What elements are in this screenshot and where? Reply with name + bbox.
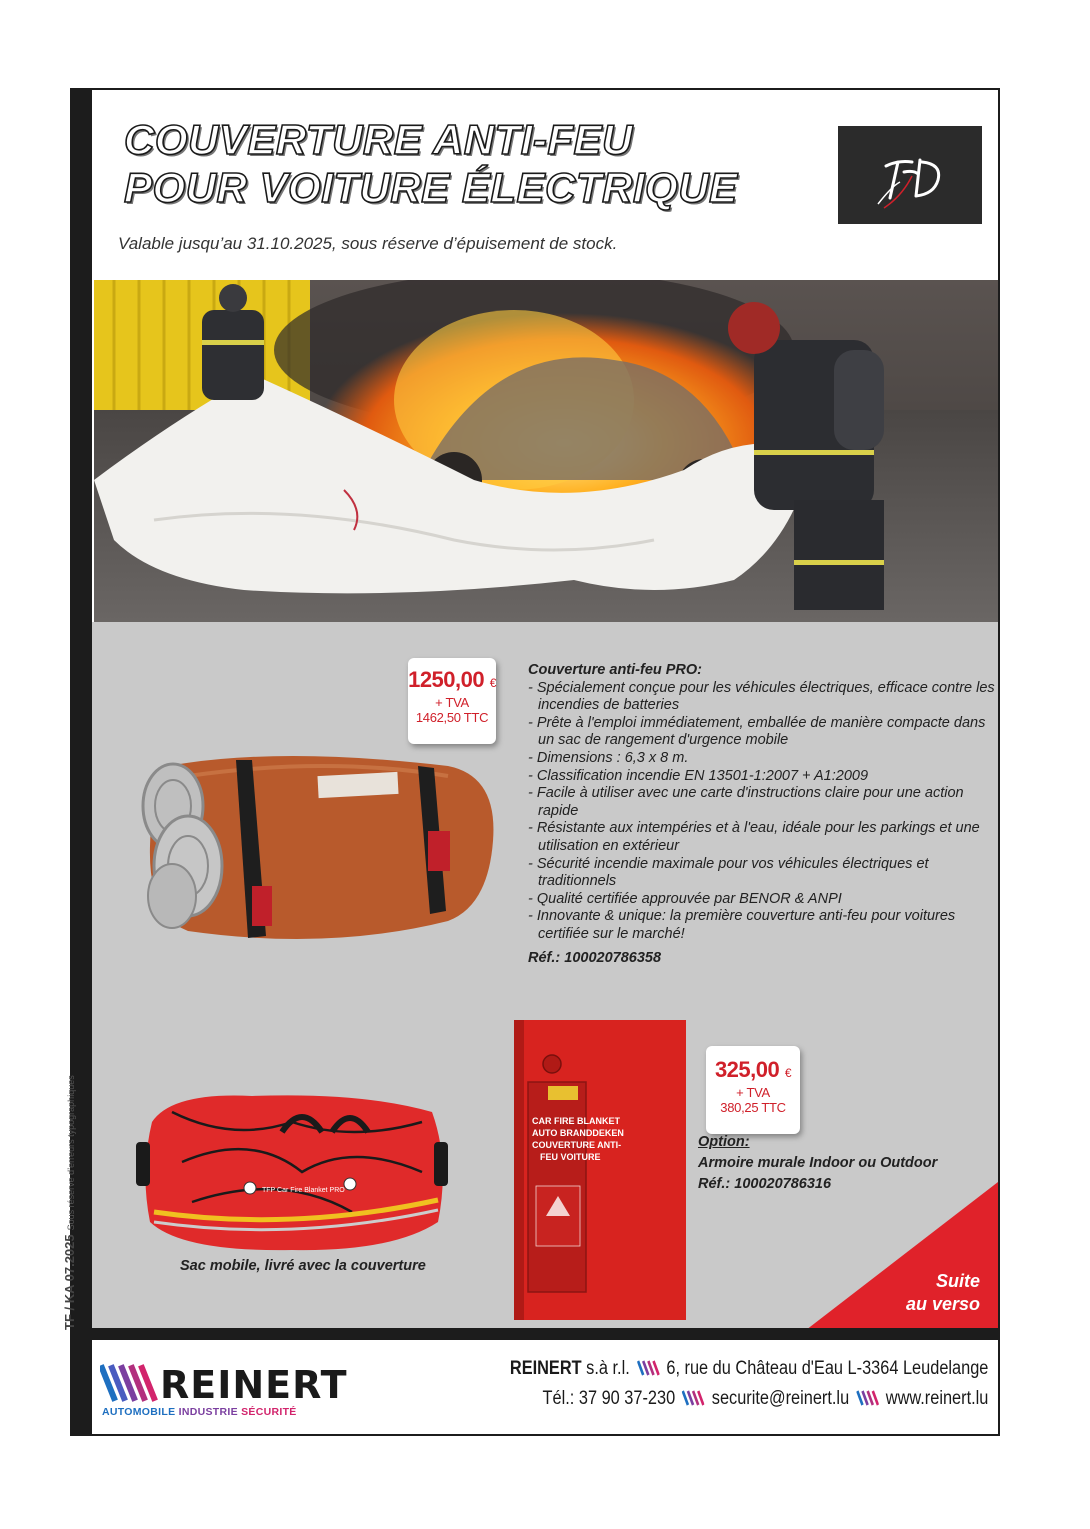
- price-badge-option: [706, 1046, 800, 1134]
- cabinet-label-2: AUTO BRANDDEKEN: [532, 1128, 624, 1138]
- company-name: REINERT: [509, 1358, 582, 1379]
- cabinet-label-3: COUVERTURE ANTI-: [532, 1140, 622, 1150]
- wall-cabinet-image: [510, 1016, 690, 1328]
- cabinet-label-1: CAR FIRE BLANKET: [532, 1116, 620, 1126]
- price-option-tva: + TVA: [736, 1085, 770, 1100]
- reinert-logo: [100, 1364, 350, 1402]
- slash-separator-icon: [856, 1390, 878, 1406]
- tag-automobile: AUTOMOBILE: [102, 1406, 176, 1418]
- feature-item: - Facile à utiliser avec une carte d'instructions claire pour une action rapide: [528, 785, 964, 819]
- bag-caption: Sac mobile, livré avec la couverture: [180, 1258, 426, 1274]
- header: [92, 90, 998, 280]
- svg-text:TFP Car Fire Blanket PRO: TFP Car Fire Blanket PRO: [262, 1187, 345, 1194]
- rolled-blanket-image: [128, 746, 498, 946]
- tfd-logo: [838, 126, 982, 224]
- title-line-1: COUVERTURE ANTI-FEU: [124, 116, 633, 163]
- side-note-disclaimer: Sous réserve d’erreurs typographiques: [66, 1075, 76, 1231]
- contact-address-line: [510, 1354, 988, 1384]
- page-title: [124, 116, 738, 212]
- price-main-value: 1250,00: [408, 667, 485, 692]
- reinert-logo-text: REINERT: [160, 1364, 348, 1402]
- price-main: [408, 668, 496, 695]
- suite-au-verso-corner: [806, 1182, 998, 1328]
- footer-divider: [92, 1328, 998, 1340]
- slash-separator-icon: [636, 1360, 658, 1376]
- street-address: 6, rue du Château d'Eau: [665, 1358, 843, 1379]
- option-label: Option:: [698, 1134, 750, 1150]
- contact-block: [510, 1354, 988, 1414]
- feature-item: - Classification incendie EN 13501-1:2007 + A1:2009: [528, 767, 869, 784]
- product-heading: Couverture anti-feu PRO:: [528, 662, 703, 678]
- website-link[interactable]: www.reinert.lu: [885, 1388, 988, 1409]
- side-note-code: TF / KA 07.2025: [62, 1234, 77, 1330]
- validity-note: Valable jusqu’au 31.10.2025, sous réserve d’épuisement de stock.: [118, 234, 618, 253]
- feature-item: - Sécurité incendie maximale pour vos véhicules électriques et traditionnels: [528, 855, 929, 890]
- brand-tagline: [102, 1406, 297, 1418]
- footer: [92, 1340, 998, 1434]
- price-option-currency: €: [784, 1066, 792, 1080]
- price-badge-main: [408, 658, 496, 744]
- city-address: L-3364 Leudelange: [847, 1358, 988, 1379]
- product-description: [528, 662, 998, 967]
- hero-illustration: [94, 280, 998, 622]
- feature-item: - Qualité certifiée approuvée par BENOR & ANPI: [528, 890, 842, 907]
- contact-details-line: [510, 1384, 988, 1414]
- option-ref: Réf.: 100020786316: [698, 1176, 832, 1192]
- mobile-bag-image: [132, 1082, 452, 1262]
- feature-item: - Spécialement conçue pour les véhicules électriques, efficace contre les incendies de batteries: [528, 679, 995, 714]
- phone-number: Tél.: 37 90 37-230: [542, 1388, 675, 1409]
- slash-separator-icon: [682, 1390, 704, 1406]
- tag-industrie: INDUSTRIE: [178, 1406, 238, 1418]
- product-ref: Réf.: 100020786358: [528, 949, 662, 966]
- option-name: Armoire murale Indoor ou Outdoor: [698, 1155, 938, 1171]
- suite-line-1: Suite: [935, 1271, 980, 1291]
- tag-securite: SÉCURITÉ: [241, 1406, 297, 1418]
- price-option-ttc: 380,25 TTC: [720, 1100, 786, 1115]
- side-note: [62, 1075, 77, 1330]
- hero-photo-fire-blanket: [94, 280, 998, 622]
- title-line-2: POUR VOITURE ÉLECTRIQUE: [124, 164, 738, 211]
- flyer-frame: [90, 88, 1000, 1436]
- feature-item: - Innovante & unique: la première couverture anti-feu pour voitures certifiée sur le marché!: [528, 908, 956, 942]
- price-option-value: 325,00: [714, 1057, 780, 1082]
- price-main-tva: + TVA: [435, 695, 469, 710]
- price-main-ttc: 1462,50 TTC: [415, 710, 489, 725]
- suite-line-2: au verso: [905, 1294, 980, 1314]
- company-suffix: s.à r.l.: [585, 1358, 630, 1379]
- feature-item: - Résistante aux intempéries et à l'eau, idéale pour les parkings et une utilisation en extérieur: [528, 820, 980, 854]
- email-link[interactable]: securite@reinert.lu: [711, 1388, 849, 1409]
- suite-text: [906, 1270, 980, 1316]
- product-panel: [92, 622, 998, 1328]
- tfd-logo-mark: [838, 126, 982, 224]
- feature-item: - Prête à l'emploi immédiatement, emballée de manière compacte dans un sac de rangement d'urgence mobile: [528, 714, 986, 749]
- feature-item: - Dimensions : 6,3 x 8 m.: [528, 749, 689, 766]
- price-option: [706, 1058, 800, 1085]
- price-main-currency: €: [489, 676, 496, 690]
- cabinet-label-4: FEU VOITURE: [540, 1152, 601, 1162]
